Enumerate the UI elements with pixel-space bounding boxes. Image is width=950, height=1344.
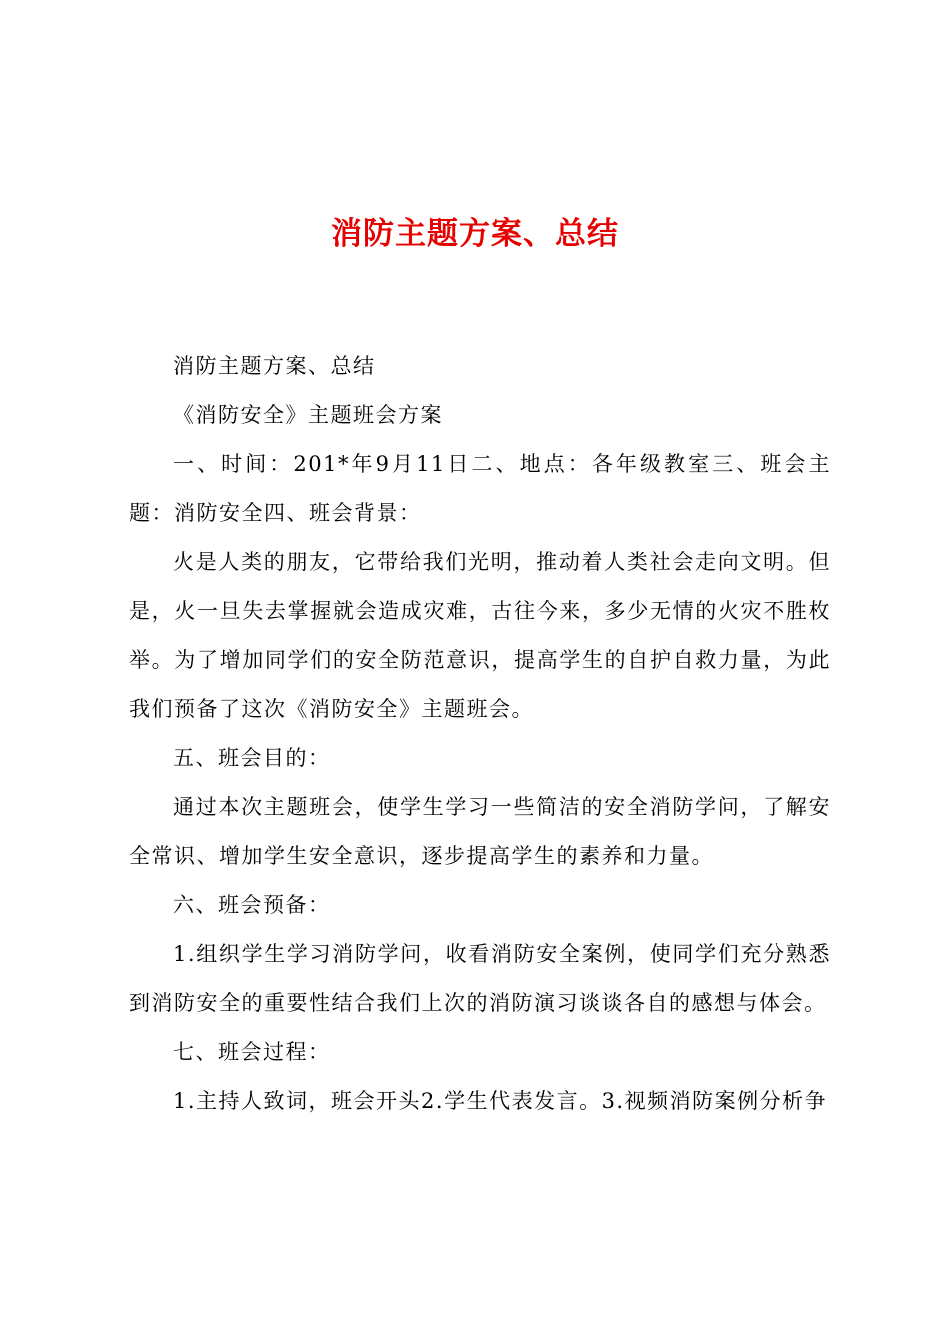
paragraph-plan-name: 《消防安全》主题班会方案: [173, 403, 443, 427]
paragraph-subtitle: 消防主题方案、总结: [173, 354, 376, 378]
paragraph-heading-process: 七、班会过程：: [173, 1040, 331, 1064]
paragraph-time-place: 一、时间：201*年9月11日二、地点：各年级教室三、班会主题：消防安全四、班会背景：: [129, 452, 831, 525]
paragraph-background: 火是人类的朋友，它带给我们光明，推动着人类社会走向文明。但是，火一旦失去掌握就会造成灾难，古往今来，多少无情的火灾不胜枚举。为了增加同学们的安全防范意识，提高学生的自护自救力量，为此我们预备了这次《消防安全》主题班会。: [129, 550, 831, 721]
paragraph-heading-preparation: 六、班会预备：: [173, 893, 331, 917]
document-title: 消防主题方案、总结: [331, 216, 619, 252]
paragraph-purpose: 通过本次主题班会，使学生学习一些简洁的安全消防学问，了解安全常识、增加学生安全意识，逐步提高学生的素养和力量。: [129, 795, 831, 868]
paragraph-preparation: 1.组织学生学习消防学问，收看消防安全案例，使同学们充分熟悉到消防安全的重要性结合我们上次的消防演习谈谈各自的感想与体会。: [129, 942, 831, 1015]
paragraph-heading-purpose: 五、班会目的：: [173, 746, 331, 770]
paragraph-process: 1.主持人致词，班会开头2.学生代表发言。3.视频消防案例分析争: [173, 1089, 828, 1113]
document-body: [129, 342, 831, 1126]
